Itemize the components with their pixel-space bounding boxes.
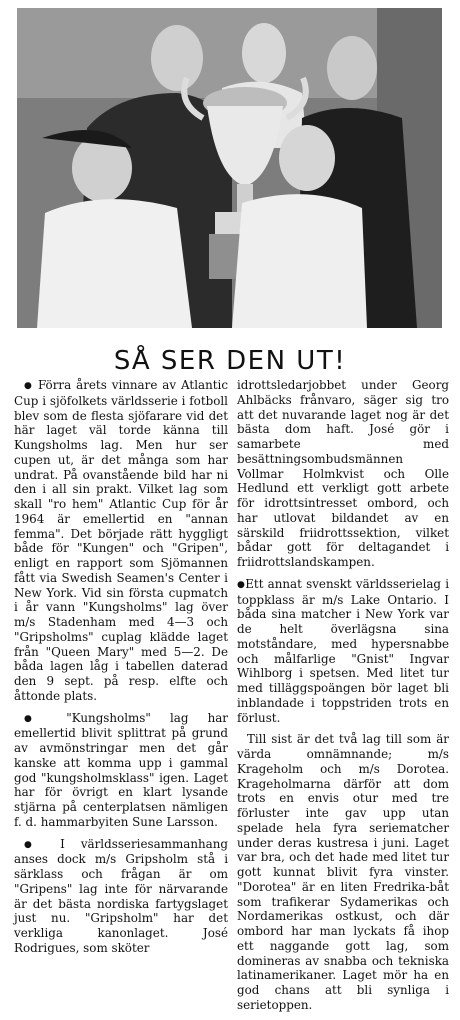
bullet-icon: ● — [24, 381, 34, 391]
paragraph-text: Ett annat svenskt världsserielag i toppklass är m/s Lake Ontario. I båda sina matcher i New York var de helt överlägsna sina motståndare, med hypersnabbe och målfarlige "Gnist" Ingvar Wihlborg i spetsen. Med litet tur med tilläggspoängen bör laget bli inblandade i toppstriden trots en förlust. — [237, 576, 449, 725]
article-right-column — [237, 378, 449, 1020]
paragraph — [237, 378, 449, 570]
paragraph-text: "Kungsholms" lag har emellertid blivit splittrat på grund av avmönstringar men det går kanske att komma upp i gammal god "kungsholmsklass" igen. Laget har för övrigt en klart lysande stjärna på centerplatsen nämligen f. d. hammarbyiten Sune Larsson. — [14, 710, 228, 829]
headline: SÅ SER DEN UT! — [113, 346, 347, 376]
paragraph — [237, 577, 449, 726]
bullet-icon: ● — [24, 713, 48, 724]
paragraph-text: Förra årets vinnare av Atlantic Cup i sjöfolkets världsserie i fotboll blev som de flesta sjöfarare vid det här laget väl torde känna till Kungsholms lag. Men hur ser cupen ut, är det många som har undrat. På ovanstående bild har ni den i all sin prakt. Vilket lag som skall "ro hem" Atlantic Cup för år 1964 är emellertid en "annan femma". Det började rätt hyggligt både för "Kungen" och "Gripen", enligt en rapport som Sjömannen fått via Swedish Seamen's Center i New York. Vid sin första cupmatch i år vann "Kungsholms" lag över m/s Stadenham med 4—3 och "Gripsholms" cuplag klädde laget från "Queen Mary" med 5—2. De båda lagen låg i tabellen daterad den 9 sept. på resp. elfte och åttonde plats. — [14, 378, 228, 703]
trophy-team-photo — [17, 8, 442, 328]
paragraph-text: I världsseriesammanhang anses dock m/s Gripsholm stå i särklass och frågan är om "Gripens" lag inte för närvarande är det bästa nordiska fartygslaget just nu. "Gripsholm" har det verkliga kanonlaget. José Rodrigues, som sköter — [14, 836, 228, 955]
paragraph-text: idrottsledarjobbet under Georg Ahlbäcks frånvaro, säger sig tro att det nuvarande laget nog är det bästa dom haft. José gör i samarbete med besättningsombudsmännen Vollmar Holmkvist och Olle Hedlund ett verkligt gott arbete för idrottsintresset ombord, och har utlovat bildandet av en särskild friidrottssektion, vilket bådar gott för deltagandet i friidrottslandskampen. — [237, 378, 449, 569]
paragraph — [237, 732, 449, 1012]
paragraph-text: Till sist är det två lag till som är värda omnämnande; m/s Krageholm och m/s Dorotea. Krageholmarna därför att dom trots en envis otur med tre förluster inte gav upp utan spelade hela fyra seriematcher under deras kustresa i juni. Laget var bra, och det hade med litet tur gott kunnat blivit fyra vinster. "Dorotea" är en liten Fredrika-båt som trafikerar Sydamerikas och Nordamerikas ostkust, och där ombord har man lyckats få ihop ett naggande gott lag, som domineras av snabba och tekniska latinamerikaner. Laget mör ha en god chans att bli synliga i serietoppen. — [237, 732, 449, 1012]
paragraph — [14, 711, 228, 830]
bullet-icon: ● — [237, 579, 246, 590]
photo-illustration — [17, 8, 442, 328]
bullet-icon: ● — [24, 839, 45, 850]
article-left-column — [14, 378, 228, 963]
paragraph — [14, 837, 228, 956]
paragraph — [14, 378, 228, 704]
